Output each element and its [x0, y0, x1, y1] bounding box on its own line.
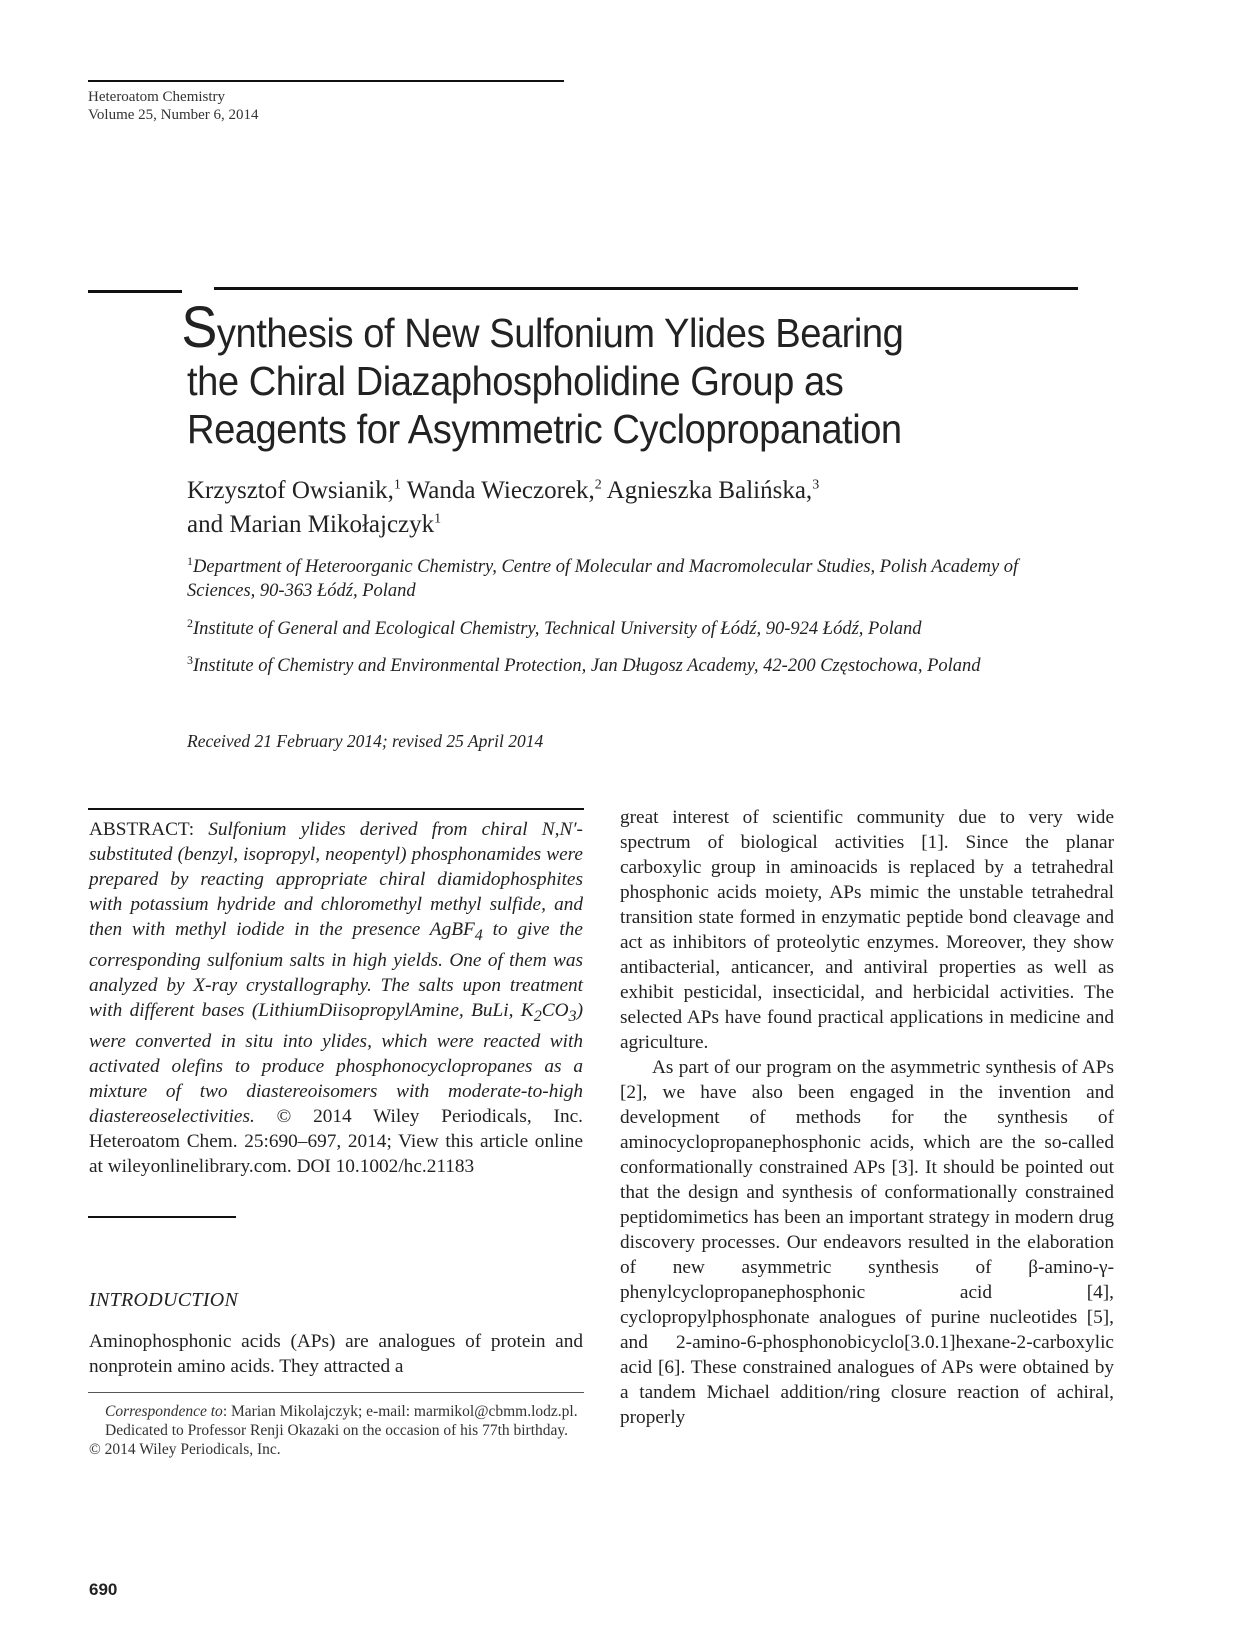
footnotes: [89, 1402, 583, 1459]
affiliation-3: [187, 654, 987, 678]
author-2: Wanda Wieczorek,: [400, 477, 595, 504]
abstract-body-c: CO: [541, 999, 569, 1021]
author-1-sup: 1: [393, 477, 401, 493]
abstract-citation: © 2014 Wiley Periodicals, Inc. Heteroatom Chem. 25:690–697, 2014; View this article online at wileyonlinelibrary.com. DOI 10.1002/hc.21183: [89, 1105, 583, 1177]
section-heading-introduction: INTRODUCTION: [89, 1289, 239, 1311]
title-rule-right: [214, 287, 1078, 290]
abstract-top-rule: [88, 808, 584, 810]
author-3: Agnieszka Balińska,: [601, 477, 813, 504]
title-line-1: [181, 295, 1024, 360]
abstract-body: [89, 819, 583, 1127]
footnote-correspondence: [89, 1402, 583, 1421]
author-3-sup: 3: [812, 477, 820, 493]
article-title: [181, 295, 1024, 453]
footnote-copyright: © 2014 Wiley Periodicals, Inc.: [89, 1441, 281, 1458]
right-para-2: As part of our program on the asymmetric synthesis of APs [2], we have also been engaged in the invention and development of methods for the synthesis of aminocyclopropanephosphonic acids, which are the so-called conformationally constrained APs [3]. It should be pointed out that the design and synthesis of conformationally constrained peptidomimetics has been an important strategy in modern drug discovery processes. Our endeavors resulted in the elaboration of new asymmetric synthesis of β-amino-γ-phenylcyclopropanephosphonic acid [4], cyclopropylphosphonate analogues of purine nucleotides [5], and 2-amino-6-phosphonobicyclo[3.0.1]hexane-2-carboxylic acid [6]. These constrained analogues of APs were obtained by a tandem Michael addition/ring closure reaction of achiral, properly: [620, 1057, 1114, 1428]
abstract-sub-b: 2: [533, 1007, 542, 1025]
abstract-sub-c: 3: [568, 1007, 577, 1025]
title-line-1-text: ynthesis of New Sulfonium Ylides Bearing: [216, 310, 904, 356]
affiliation-1-text: Department of Heteroorganic Chemistry, Centre of Molecular and Macromolecular Studies, Polish Academy of Sciences, 90-363 Łódź, Poland: [187, 557, 1019, 601]
right-column-text: [620, 805, 1114, 1430]
affiliation-3-text: Institute of Chemistry and Environmental Protection, Jan Długosz Academy, 42-200 Częstochowa, Poland: [193, 656, 981, 676]
affiliation-2-num: 2: [187, 615, 193, 630]
right-para-1: great interest of scientific community due to very wide spectrum of biological activities [1]. Since the planar carboxylic group in aminoacids is replaced by a tetrahedral phosphonic acids moiety, APs mimic the unstable tetrahedral transition state formed in enzymatic peptide bond cleavage and act as inhibitors of proteolytic enzymes. Moreover, they show antibacterial, anticancer, and antiviral properties as well as exhibit pesticidal, insecticidal, and herbicidal activities. The selected APs have found practical applications in medicine and agriculture.: [620, 807, 1114, 1053]
affiliation-1-num: 1: [187, 553, 193, 568]
title-rule-left: [88, 290, 182, 293]
abstract-body-d: ) were converted in situ into ylides, which were reacted with activated olefins to produce phosphonocyclopropanes as a mixture of two diastereoisomers with moderate-to-high diastereoselectivities.: [89, 999, 583, 1127]
title-line-3: Reagents for Asymmetric Cyclopropanation: [187, 406, 902, 452]
author-1: Krzysztof Owsianik,: [187, 477, 394, 504]
footnote-corr-text: : Marian Mikolajczyk; e-mail: marmikol@cbmm.lodz.pl.: [222, 1403, 578, 1420]
footnote-corr-label: Correspondence to: [105, 1403, 223, 1420]
abstract-bottom-rule: [88, 1216, 236, 1218]
abstract-sub-a: 4: [474, 926, 483, 944]
journal-volume: Volume 25, Number 6, 2014: [88, 107, 259, 123]
header-rule: [88, 80, 564, 82]
author-2-sup: 2: [594, 477, 602, 493]
affiliation-2: [187, 617, 1087, 641]
received-dates: Received 21 February 2014; revised 25 April 2014: [187, 731, 544, 751]
footnote-dedication: Dedicated to Professor Renji Okazaki on the occasion of his 77th birthday.: [105, 1422, 569, 1439]
page-number: 690: [89, 1580, 118, 1599]
author-line-2: [187, 508, 1087, 542]
affiliation-1: [187, 555, 1087, 603]
author-line-1: [187, 474, 1087, 508]
author-4: and Marian Mikołajczyk: [187, 511, 435, 538]
author-list: [187, 474, 1087, 542]
introduction-text: Aminophosphonic acids (APs) are analogues of protein and nonprotein amino acids. They attracted a: [89, 1331, 583, 1377]
abstract: [89, 817, 583, 1179]
journal-info: [88, 88, 259, 124]
journal-name: Heteroatom Chemistry: [88, 89, 226, 105]
abstract-body-b: to give the corresponding sulfonium salts in high yields. One of them was analyzed by X-ray crystallography. The salts upon treatment with different bases (LithiumDiisopropylAmine, BuLi, K: [89, 919, 583, 1021]
affiliation-3-num: 3: [187, 652, 193, 667]
affiliation-2-text: Institute of General and Ecological Chemistry, Technical University of Łódź, 90-924 Łódź, Poland: [193, 619, 922, 639]
abstract-label: ABSTRACT:: [89, 819, 195, 840]
title-dropcap: S: [181, 295, 217, 360]
footnote-rule: [88, 1392, 584, 1393]
abstract-body-a: Sulfonium ylides derived from chiral N,N′-substituted (benzyl, isopropyl, neopentyl) phosphonamides were prepared by reacting appropriate chiral diamidophosphites with potassium hydride and chloromethyl methyl sulfide, and then with methyl iodide in the presence AgBF: [89, 819, 583, 940]
author-4-sup: 1: [434, 511, 442, 527]
title-line-2: the Chiral Diazaphospholidine Group as: [187, 358, 844, 404]
